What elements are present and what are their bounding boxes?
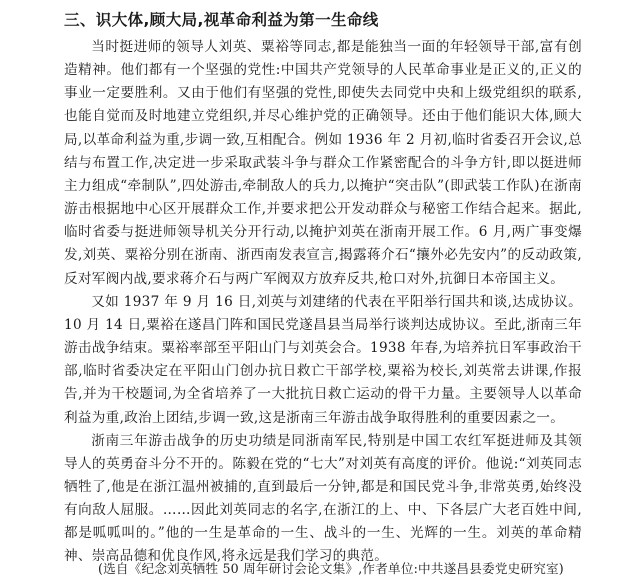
paragraph: 浙南三年游击战争的历史功绩是同浙南军民,特别是中国工农红军挺进师及其领导人的英勇奋斗分不开的。陈毅在党的“七大”对刘英有高度的评价。他说:“刘英同志牺牲了,他是在浙江温州被捕的,直到最后一分钟,都是和国民党斗争,非常英勇,始终没有向敌人屈服。……因此刘英同志的名字,在浙江的上、中、下各层广大老百姓中间,都是呱呱叫的。”他的一生是革命的一生、战斗的一生、光辉的一生。刘英的革命精神、崇高品德和优良作风,将永远是我们学习的典范。 [64,432,582,565]
paragraph: 又如 1937 年 9 月 16 日,刘英与刘建绪的代表在平阳举行国共和谈,达成协议。10 月 14 日,粟裕在遂昌门阵和国民党遂昌县当局举行谈判达成协议。至此,浙南三年游击战争结束。粟裕率部至平阳山门与刘英会合。1938 年春,为培养抗日军事政治干部,临时省委决定在平阳山门创办抗日救亡干部学校,粟裕为校长,刘英常去讲课,作报告,并为干校题词,为全省培养了一大批抗日救亡运动的骨干力量。主要领导人以革命利益为重,政治上团结,步调一致,这是浙南三年游击战争取得胜利的重要因素之一。 [64,293,582,426]
section-heading: 三、识大体,顾大局,视革命利益为第一生命线 [64,11,379,29]
source-note: (选自《纪念刘英牺牲 50 周年研讨会论文集》,作者单位:中共遂昌县委党史研究室) [98,561,564,576]
article-body [64,36,582,569]
paragraph: 当时挺进师的领导人刘英、粟裕等同志,都是能独当一面的年轻领导干部,富有创造精神。他们都有一个坚强的党性:中国共产党领导的人民革命事业是正义的,正义的事业一定要胜利。又由于他们有坚强的党性,即使失去同党中央和上级党组织的联系,也能自觉而及时地建立党组织,并尽心维护党的正确领导。还由于他们能识大体,顾大局,以革命利益为重,步调一致,互相配合。例如 1936 年 2 月初,临时省委召开会议,总结与布置工作,决定进一步采取武装斗争与群众工作紧密配合的斗争方针,即以挺进师主力组成“牵制队”,四处游击,牵制敌人的兵力,以掩护“突击队”(即武装工作队)在浙南游击根据地中心区开展群众工作,并要求把公开发动群众与秘密工作结合起来。据此,临时省委与挺进师领导机关分开行动,以掩护刘英在浙南开展工作。6 月,两广事变爆发,刘英、粟裕分别在浙南、浙西南发表宣言,揭露蒋介石“攘外必先安内”的反动政策,反对军阀内战,要求蒋介石与两广军阀双方放弃反共,枪口对外,抗御日本帝国主义。 [64,39,582,287]
